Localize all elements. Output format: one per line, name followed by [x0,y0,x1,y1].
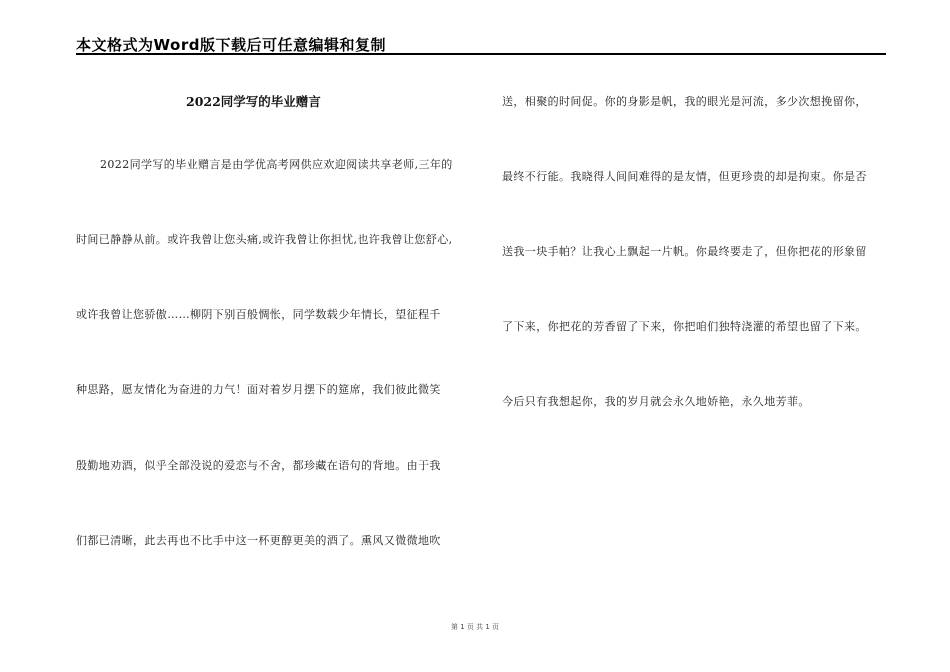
paragraph-line: 了下来，你把花的芳香留了下来，你把咱们独特浇灌的希望也留了下来。 [502,320,867,333]
paragraph-line: 今后只有我想起你，我的岁月就会永久地娇艳，永久地芳菲。 [502,395,810,408]
paragraph-line: 最终不行能。我晓得人间间难得的是友情，但更珍贵的却是拘束。你是否 [502,170,867,183]
paragraph-line: 或许我曾让您骄傲……柳阴下别百般惆怅，同学数载少年情长，望征程千 [76,308,441,321]
page-number: 第 1 页 共 1 页 [450,623,500,631]
document-title: 2022同学写的毕业赠言 [186,94,321,109]
paragraph-line: 2022同学写的毕业赠言是由学优高考网供应欢迎阅读共享老师,三年的 [100,158,453,171]
paragraph-line: 殷勤地劝酒，似乎全部没说的爱恋与不舍，都珍藏在语句的背地。由于我 [76,459,441,472]
paragraph-line: 们都已清晰，此去再也不比手中这一杯更醇更美的酒了。熏风又微微地吹 [76,534,441,547]
paragraph-line: 送，相聚的时间促。你的身影是帆，我的眼光是河流，多少次想挽留你， [502,95,867,108]
document-header: 本文格式为Word版下载后可任意编辑和复制 [76,36,386,54]
paragraph-line: 时间已静静从前。或许我曾让您头痛,或许我曾让你担忧,也许我曾让您舒心, [76,233,453,246]
header-rule [76,53,886,55]
paragraph-line: 种思路，愿友情化为奋进的力气！面对着岁月摆下的筵席，我们彼此微笑 [76,383,441,396]
paragraph-line: 送我一块手帕？让我心上飘起一片帆。你最终要走了，但你把花的形象留 [502,245,867,258]
